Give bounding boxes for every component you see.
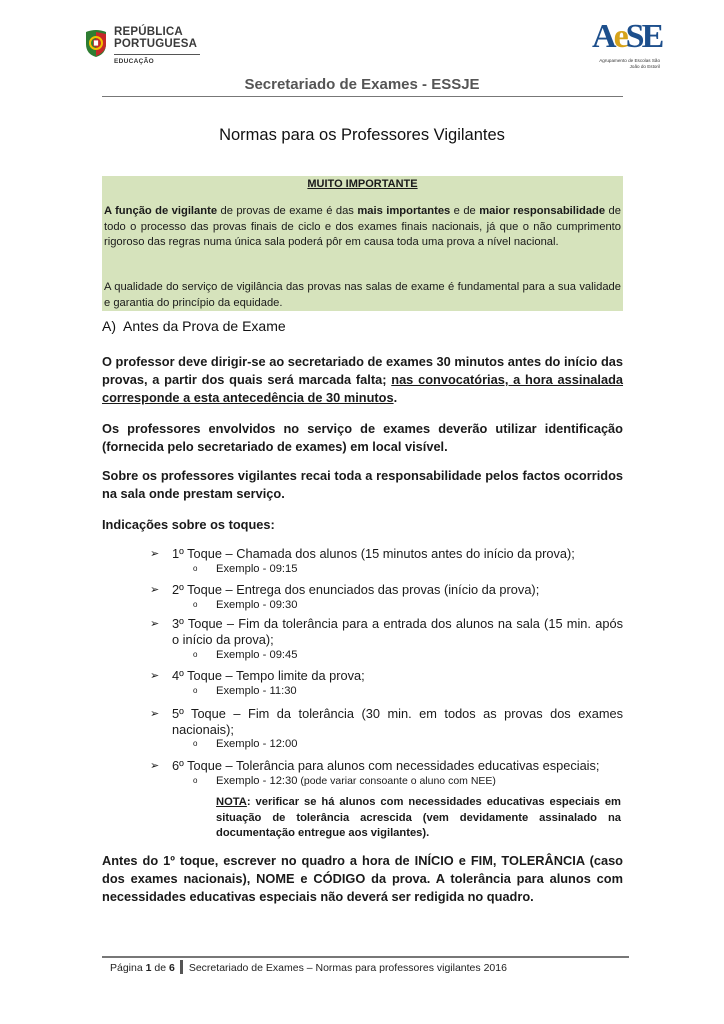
paragraph-arrival: O professor deve dirigir-se ao secretariado de exames 30 minutos antes do início das provas, a partir dos quais será marcada falta; nas convocatórias, a hora assinalada corresponde a esta antecedência de 30 minutos.	[102, 354, 624, 405]
logo-sub: EDUCAÇÃO	[114, 58, 154, 65]
paragraph-responsibility: Sobre os professores vigilantes recai toda a responsabilidade pelos factos ocorridos na sala onde prestam serviço.	[102, 468, 623, 501]
arrow-bullet-icon: ➢	[150, 760, 160, 772]
arrow-bullet-icon: ➢	[150, 548, 160, 560]
circle-bullet-icon: o	[193, 564, 198, 573]
school-logo-caption: Agrupamento de Escolas São João do Estoril	[599, 58, 660, 69]
logo-line-1: REPÚBLICA	[114, 26, 183, 38]
footer-divider	[102, 956, 629, 958]
arrow-bullet-icon: ➢	[150, 618, 160, 630]
nota-paragraph: NOTA: verificar se há alunos com necessidades educativas especiais em situação de tolerância acrescida (vem devidamente assinalado na documentação entregue aos vigilantes).	[216, 796, 621, 840]
circle-bullet-icon: o	[193, 739, 198, 748]
page-number: 1	[145, 962, 152, 974]
important-box	[102, 176, 623, 311]
page-footer: Página 1 de 6 Secretariado de Exames – Normas para professores vigilantes 2016	[110, 962, 507, 974]
nota-label: NOTA	[216, 796, 247, 808]
circle-bullet-icon: o	[193, 686, 198, 695]
republica-portuguesa-logo	[84, 26, 204, 70]
important-heading: MUITO IMPORTANTE	[307, 178, 418, 190]
paragraph-board-instructions: Antes do 1º toque, escrever no quadro a hora de INÍCIO e FIM, TOLERÂNCIA (caso dos exames nacionais), NOME e CÓDIGO da prova. A tolerância para alunos com necessidades educativas especiais não deverá ser redigida no quadro.	[102, 853, 623, 904]
important-paragraph-2: A qualidade do serviço de vigilância das provas nas salas de exame é fundamental para a sua validade e garantia do princípio da equidade.	[104, 281, 621, 309]
important-paragraph-1: A função de vigilante de provas de exame é das mais importantes e de maior responsabilidade de todo o processo das provas finais de ciclo e dos exames finais nacionais, já que o não cumprimento rigoroso das regras numa única sala poderá pôr em causa toda uma prova a nível nacional.	[104, 205, 621, 249]
paragraph-touches-heading: Indicações sobre os toques:	[102, 517, 275, 532]
footer-text: Secretariado de Exames – Normas para professores vigilantes 2016	[188, 962, 507, 974]
coat-of-arms-icon	[84, 28, 108, 58]
circle-bullet-icon: o	[193, 600, 198, 609]
logo-line-2: PORTUGUESA	[114, 38, 198, 50]
school-logo-letters: AeSE	[592, 18, 662, 55]
document-page: REPÚBLICA PORTUGUESA EDUCAÇÃO AeSE Agrupamento de Escolas São João do Estoril Secretariado de Exames - ESSJE Normas para os Professores Vigilantes MUITO IMPORTANTE A função de vigilante de provas de exame é das mais importantes e de maior responsabilidade de todo o processo das provas finais de ciclo e dos exames finais nacionais, já que o não cumprimento rigoroso das regras numa única sala poderá pôr em causa toda uma prova a nível nacional. A qualidade do serviço de vigilância das provas nas salas de exame é fundamental para a sua validade e garantia do princípio da equidade. A) Antes da Prova de Exame O professor deve dirigir-se ao secretariado de exames 30 minutos antes do início das provas, a partir dos quais será marcada falta; nas convocatórias, a hora assinalada corresponde a esta antecedência de 30 minutos. Os professores envolvidos no serviço de exames deverão utilizar identificação (fornecida pelo secretariado de exames) em local visível. Sobre os professores vigilantes recai toda a responsabilidade pelos factos ocorridos na sala onde prestam serviço. Indicações sobre os toques: ➢ 1º Toque – Chamada dos alunos (15 minutos antes do início da prova); o Exemplo - 09:15 ➢ 2º Toque – Entrega dos enunciados das provas (início da prova); o Exemplo - 09:30 ➢ 3º Toque – Fim da tolerância para a entrada dos alunos na sala (15 min. após o início da prova); o Exemplo - 09:45 ➢ 4º Toque – Tempo limite da prova; o Exemplo - 11:30 ➢ 5º Toque – Fim da tolerância (30 min. em todos as provas dos exames nacionais); o Exemplo - 12:00 ➢ 6º Toque – Tolerância para alunos com necessidades educativas especiais; o Exemplo - 12:30 (pode variar consoante o aluno com NEE) NOTA: verificar se há alunos com necessidades educativas especiais em situação de tolerância acrescida (vem devidamente assinalado na documentação entregue aos vigilantes). Antes do 1º toque, escrever no quadro a hora de INÍCIO e FIM, TOLERÂNCIA (caso dos exames nacionais), NOME e CÓDIGO da prova. A tolerância para alunos com necessidades educativas especiais não deverá ser redigida no quadro. Página 1 de 6 Secretariado de Exames – Normas para professores vigilantes 2016	[0, 0, 724, 1024]
arrow-bullet-icon: ➢	[150, 584, 160, 596]
school-logo	[588, 18, 660, 74]
footer-separator	[180, 960, 183, 974]
circle-bullet-icon: o	[193, 776, 198, 785]
paragraph-identification: Os professores envolvidos no serviço de exames deverão utilizar identificação (fornecida pelo secretariado de exames) em local visível.	[102, 421, 623, 454]
document-title: Normas para os Professores Vigilantes	[219, 126, 505, 144]
section-heading: A) Antes da Prova de Exame	[102, 318, 286, 334]
arrow-bullet-icon: ➢	[150, 708, 160, 720]
circle-bullet-icon: o	[193, 650, 198, 659]
page-total: 6	[169, 962, 175, 974]
arrow-bullet-icon: ➢	[150, 670, 160, 682]
header-title: Secretariado de Exames - ESSJE	[244, 76, 480, 93]
logo-divider	[114, 54, 200, 55]
header-divider	[102, 96, 623, 97]
